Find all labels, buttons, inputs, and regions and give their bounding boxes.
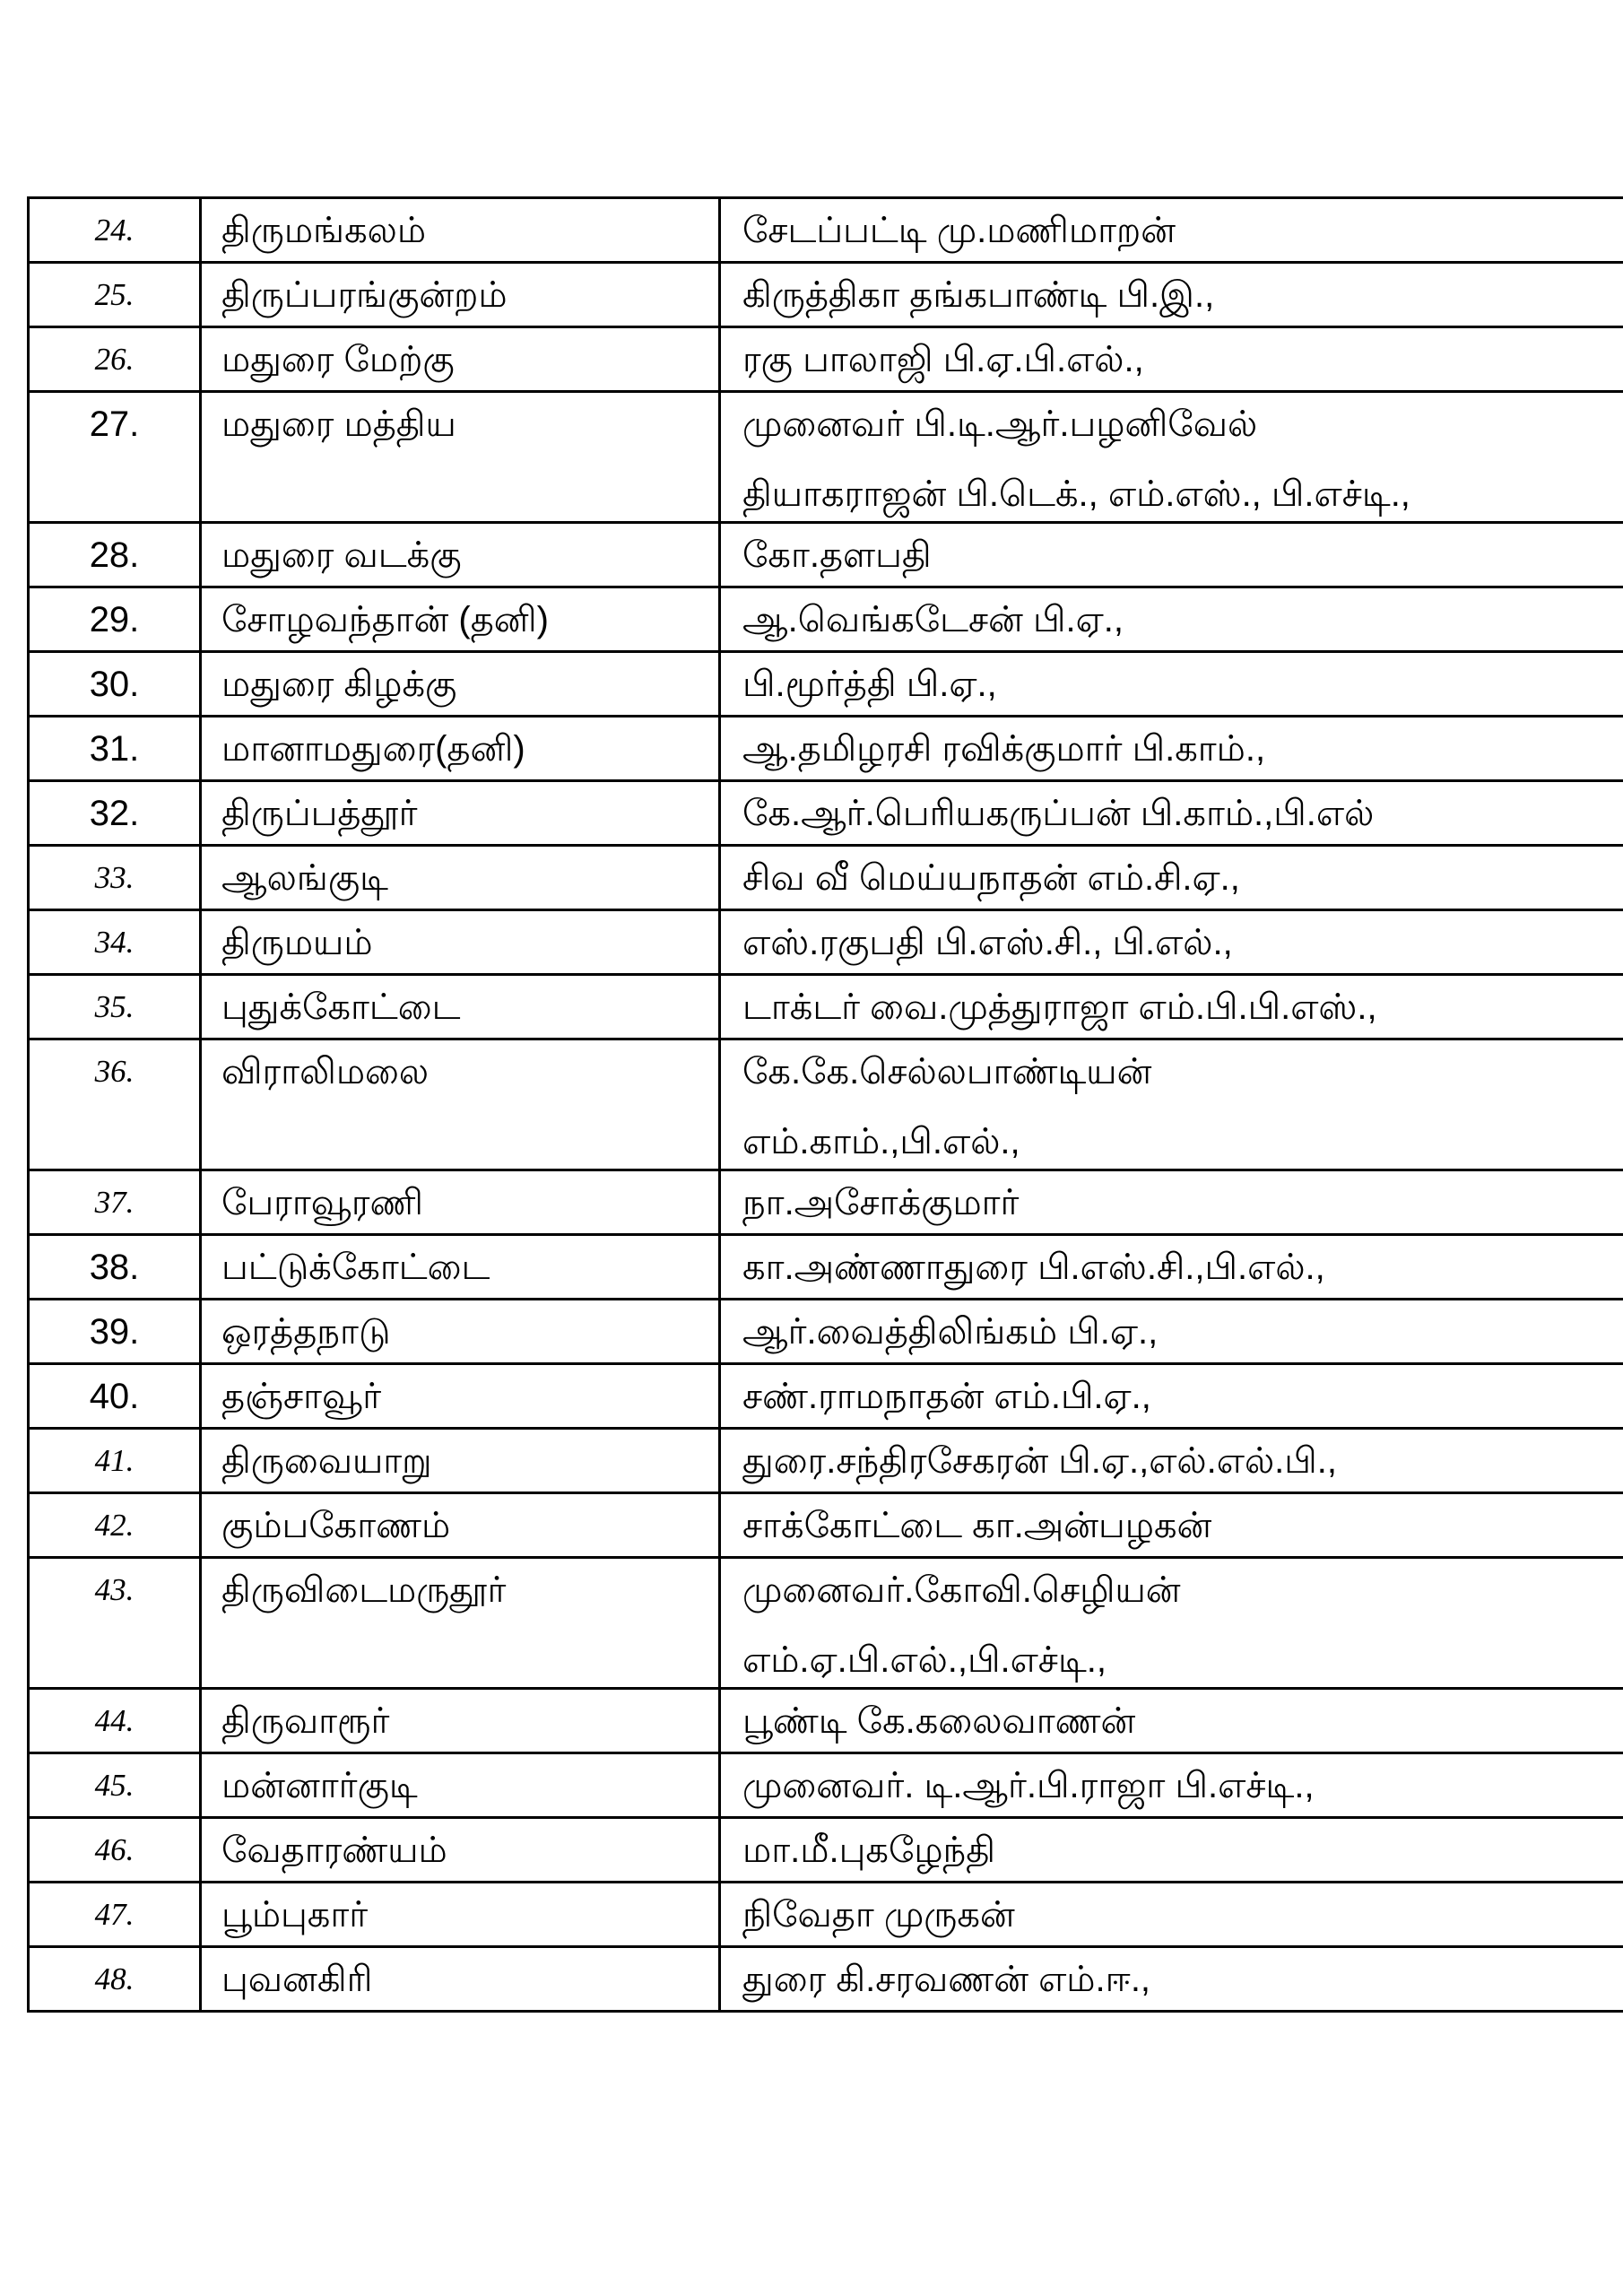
table-body — [29, 198, 1623, 2012]
candidate-name-line: சேடப்பட்டி மு.மணிமாறன் — [742, 211, 1176, 250]
candidate-name-line: கே.ஆர்.பெரியகருப்பன் பி.காம்.,பி.எல் — [742, 794, 1375, 833]
serial-cell — [29, 717, 201, 781]
table-row — [29, 1300, 1623, 1364]
serial-number: 30. — [89, 665, 140, 704]
candidate-cell — [720, 975, 1623, 1039]
table-row — [29, 392, 1623, 523]
serial-number: 35. — [94, 989, 135, 1024]
constituency-name: மதுரை மேற்கு — [221, 340, 455, 379]
serial-number: 48. — [94, 1961, 135, 1996]
candidate-name-line: டாக்டர் வை.முத்துராஜா எம்.பி.பி.எஸ்., — [742, 987, 1377, 1027]
serial-cell — [29, 910, 201, 975]
constituency-cell — [201, 1493, 720, 1558]
constituency-cell — [201, 910, 720, 975]
serial-cell — [29, 1493, 201, 1558]
constituency-name: மன்னார்குடி — [221, 1766, 418, 1805]
candidate-name-line: நா.அசோக்குமார் — [742, 1183, 1020, 1222]
serial-number: 38. — [89, 1248, 140, 1287]
constituency-cell — [201, 975, 720, 1039]
candidate-cell — [720, 717, 1623, 781]
candidate-cell — [720, 1558, 1623, 1689]
constituency-name: மதுரை கிழக்கு — [221, 665, 457, 704]
serial-number: 39. — [89, 1312, 140, 1352]
table-row — [29, 1493, 1623, 1558]
constituency-cell — [201, 198, 720, 263]
candidate-cell — [720, 1039, 1623, 1170]
candidate-name-line: தியாகராஜன் பி.டெக்., எம்.எஸ்., பி.எச்டி., — [742, 474, 1410, 514]
table-row — [29, 781, 1623, 846]
table-row — [29, 846, 1623, 910]
serial-cell — [29, 1364, 201, 1429]
candidate-name-line: நிவேதா முருகன் — [742, 1895, 1015, 1935]
serial-cell — [29, 1300, 201, 1364]
serial-cell — [29, 1170, 201, 1235]
constituency-cell — [201, 1235, 720, 1300]
constituency-name: பேராவூரணி — [221, 1183, 423, 1222]
candidate-cell — [720, 198, 1623, 263]
constituency-name: கும்பகோணம் — [221, 1506, 451, 1545]
candidate-name-line: சிவ வீ மெய்யநாதன் எம்.சி.ஏ., — [742, 858, 1240, 898]
serial-cell — [29, 198, 201, 263]
table-row — [29, 1364, 1623, 1429]
candidate-name-line: கே.கே.செல்லபாண்டியன் — [742, 1052, 1152, 1091]
serial-number: 26. — [94, 342, 135, 377]
table-row — [29, 1558, 1623, 1689]
candidate-name-line: கா.அண்ணாதுரை பி.எஸ்.சி.,பி.எல்., — [742, 1248, 1325, 1287]
serial-cell — [29, 263, 201, 327]
serial-cell — [29, 1818, 201, 1883]
table-row — [29, 1429, 1623, 1493]
serial-cell — [29, 1883, 201, 1947]
table-row — [29, 1039, 1623, 1170]
candidate-name-line: எம்.காம்.,பி.எல்., — [742, 1122, 1020, 1161]
serial-cell — [29, 587, 201, 652]
serial-cell — [29, 975, 201, 1039]
candidate-name-line: ஆ.வெங்கடேசன் பி.ஏ., — [742, 600, 1124, 639]
candidate-cell — [720, 846, 1623, 910]
candidate-cell — [720, 1883, 1623, 1947]
serial-cell — [29, 1429, 201, 1493]
constituency-cell — [201, 1558, 720, 1689]
constituency-cell — [201, 1364, 720, 1429]
serial-number: 41. — [94, 1443, 135, 1478]
candidate-cell — [720, 1818, 1623, 1883]
constituency-cell — [201, 1753, 720, 1818]
candidate-name-line: துரை கி.சரவணன் எம்.ஈ., — [742, 1960, 1151, 1999]
constituency-name: பூம்புகார் — [221, 1895, 369, 1935]
table-row — [29, 1883, 1623, 1947]
serial-number: 36. — [94, 1054, 135, 1089]
constituency-name: புவனகிரி — [221, 1960, 373, 1999]
serial-cell — [29, 846, 201, 910]
constituency-cell — [201, 1689, 720, 1753]
candidate-cell — [720, 392, 1623, 523]
constituency-name: சோழவந்தான் (தனி) — [221, 600, 549, 639]
candidate-name-line: முனைவர்.கோவி.செழியன் — [742, 1570, 1181, 1610]
constituency-name: திருப்பத்தூர் — [221, 794, 418, 833]
candidate-cell — [720, 587, 1623, 652]
candidate-name-line: ஆர்.வைத்திலிங்கம் பி.ஏ., — [742, 1312, 1159, 1352]
constituency-name: திருவாரூர் — [221, 1701, 390, 1741]
candidate-name-line: ரகு பாலாஜி பி.ஏ.பி.எல்., — [742, 340, 1144, 379]
serial-cell — [29, 781, 201, 846]
constituency-name: மானாமதுரை(தனி) — [221, 729, 525, 769]
table-row — [29, 652, 1623, 717]
constituency-cell — [201, 1300, 720, 1364]
candidate-name-line: பூண்டி கே.கலைவாணன் — [742, 1701, 1136, 1741]
constituency-name: மதுரை வடக்கு — [221, 535, 462, 575]
serial-number: 29. — [89, 600, 140, 639]
table-row — [29, 198, 1623, 263]
constituency-cell — [201, 717, 720, 781]
constituency-name: திருப்பரங்குன்றம் — [221, 275, 508, 315]
candidate-cell — [720, 781, 1623, 846]
candidate-cell — [720, 1364, 1623, 1429]
serial-cell — [29, 327, 201, 392]
constituency-name: திருவிடைமருதூர் — [221, 1570, 507, 1610]
table-row — [29, 263, 1623, 327]
candidate-name-line: ஆ.தமிழரசி ரவிக்குமார் பி.காம்., — [742, 729, 1266, 769]
table-row — [29, 523, 1623, 587]
candidate-cell — [720, 327, 1623, 392]
candidate-cell — [720, 1429, 1623, 1493]
constituency-name: தஞ்சாவூர் — [221, 1377, 382, 1416]
serial-number: 42. — [94, 1508, 135, 1543]
constituency-cell — [201, 652, 720, 717]
candidate-name-line: கிருத்திகா தங்கபாண்டி பி.இ., — [742, 275, 1215, 315]
candidate-cell — [720, 1235, 1623, 1300]
constituency-cell — [201, 1883, 720, 1947]
serial-number: 44. — [94, 1703, 135, 1738]
table-row — [29, 587, 1623, 652]
candidate-cell — [720, 1300, 1623, 1364]
constituency-cell — [201, 327, 720, 392]
candidate-cell — [720, 1493, 1623, 1558]
serial-number: 31. — [89, 729, 140, 769]
table-row — [29, 1170, 1623, 1235]
candidate-cell — [720, 263, 1623, 327]
serial-number: 45. — [94, 1768, 135, 1803]
constituency-name: திருமங்கலம் — [221, 211, 427, 250]
constituency-name: ஒரத்தநாடு — [221, 1312, 391, 1352]
serial-number: 25. — [94, 277, 135, 312]
table-row — [29, 910, 1623, 975]
constituency-cell — [201, 781, 720, 846]
serial-cell — [29, 1947, 201, 2012]
constituency-name: புதுக்கோட்டை — [221, 987, 461, 1027]
constituency-cell — [201, 846, 720, 910]
candidate-name-line: முனைவர். டி.ஆர்.பி.ராஜா பி.எச்டி., — [742, 1766, 1315, 1805]
constituency-cell — [201, 263, 720, 327]
serial-cell — [29, 523, 201, 587]
constituency-cell — [201, 392, 720, 523]
serial-number: 43. — [94, 1572, 135, 1607]
serial-cell — [29, 392, 201, 523]
serial-number: 33. — [94, 860, 135, 895]
serial-cell — [29, 1689, 201, 1753]
serial-cell — [29, 1558, 201, 1689]
serial-number: 32. — [89, 794, 140, 833]
table-row — [29, 1235, 1623, 1300]
constituency-cell — [201, 1947, 720, 2012]
serial-cell — [29, 1235, 201, 1300]
constituency-name: மதுரை மத்திய — [221, 404, 456, 444]
candidate-name-line: கோ.தளபதி — [742, 535, 932, 575]
candidate-cell — [720, 1947, 1623, 2012]
candidate-name-line: சண்.ராமநாதன் எம்.பி.ஏ., — [742, 1377, 1151, 1416]
candidate-name-line: முனைவர் பி.டி.ஆர்.பழனிவேல் — [742, 404, 1258, 444]
serial-number: 40. — [89, 1377, 140, 1416]
candidate-name-line: மா.மீ.புகழேந்தி — [742, 1831, 995, 1870]
constituency-cell — [201, 1039, 720, 1170]
serial-number: 24. — [94, 213, 135, 248]
constituency-name: வேதாரண்யம் — [221, 1831, 447, 1870]
constituency-name: விராலிமலை — [221, 1052, 430, 1091]
candidate-name-line: சாக்கோட்டை கா.அன்பழகன் — [742, 1506, 1212, 1545]
candidate-cell — [720, 1170, 1623, 1235]
constituency-cell — [201, 1818, 720, 1883]
candidate-cell — [720, 1753, 1623, 1818]
candidate-name-line: பி.மூர்த்தி பி.ஏ., — [742, 665, 997, 704]
serial-cell — [29, 1039, 201, 1170]
constituency-name: திருமயம் — [221, 923, 373, 962]
table-row — [29, 1947, 1623, 2012]
candidate-cell — [720, 652, 1623, 717]
constituency-name: திருவையாறு — [221, 1441, 432, 1481]
serial-cell — [29, 1753, 201, 1818]
serial-cell — [29, 652, 201, 717]
table-row — [29, 1818, 1623, 1883]
constituency-cell — [201, 1170, 720, 1235]
table-row — [29, 975, 1623, 1039]
serial-number: 47. — [94, 1897, 135, 1932]
constituency-name: பட்டுக்கோட்டை — [221, 1248, 490, 1287]
serial-number: 46. — [94, 1832, 135, 1867]
serial-number: 28. — [89, 535, 140, 575]
constituency-cell — [201, 523, 720, 587]
table-row — [29, 1753, 1623, 1818]
constituency-name: ஆலங்குடி — [221, 858, 388, 898]
candidate-name-line: எம்.ஏ.பி.எல்.,பி.எச்டி., — [742, 1640, 1107, 1680]
candidate-cell — [720, 523, 1623, 587]
candidate-name-line: துரை.சந்திரசேகரன் பி.ஏ.,எல்.எல்.பி., — [742, 1441, 1337, 1481]
candidate-cell — [720, 1689, 1623, 1753]
constituency-cell — [201, 1429, 720, 1493]
document-table — [27, 196, 1623, 2013]
table-row — [29, 1689, 1623, 1753]
table-row — [29, 327, 1623, 392]
constituency-cell — [201, 587, 720, 652]
candidate-cell — [720, 910, 1623, 975]
table-row — [29, 717, 1623, 781]
serial-number: 37. — [94, 1185, 135, 1220]
serial-number: 27. — [89, 404, 140, 444]
candidate-name-line: எஸ்.ரகுபதி பி.எஸ்.சி., பி.எல்., — [742, 923, 1233, 962]
serial-number: 34. — [94, 925, 135, 960]
